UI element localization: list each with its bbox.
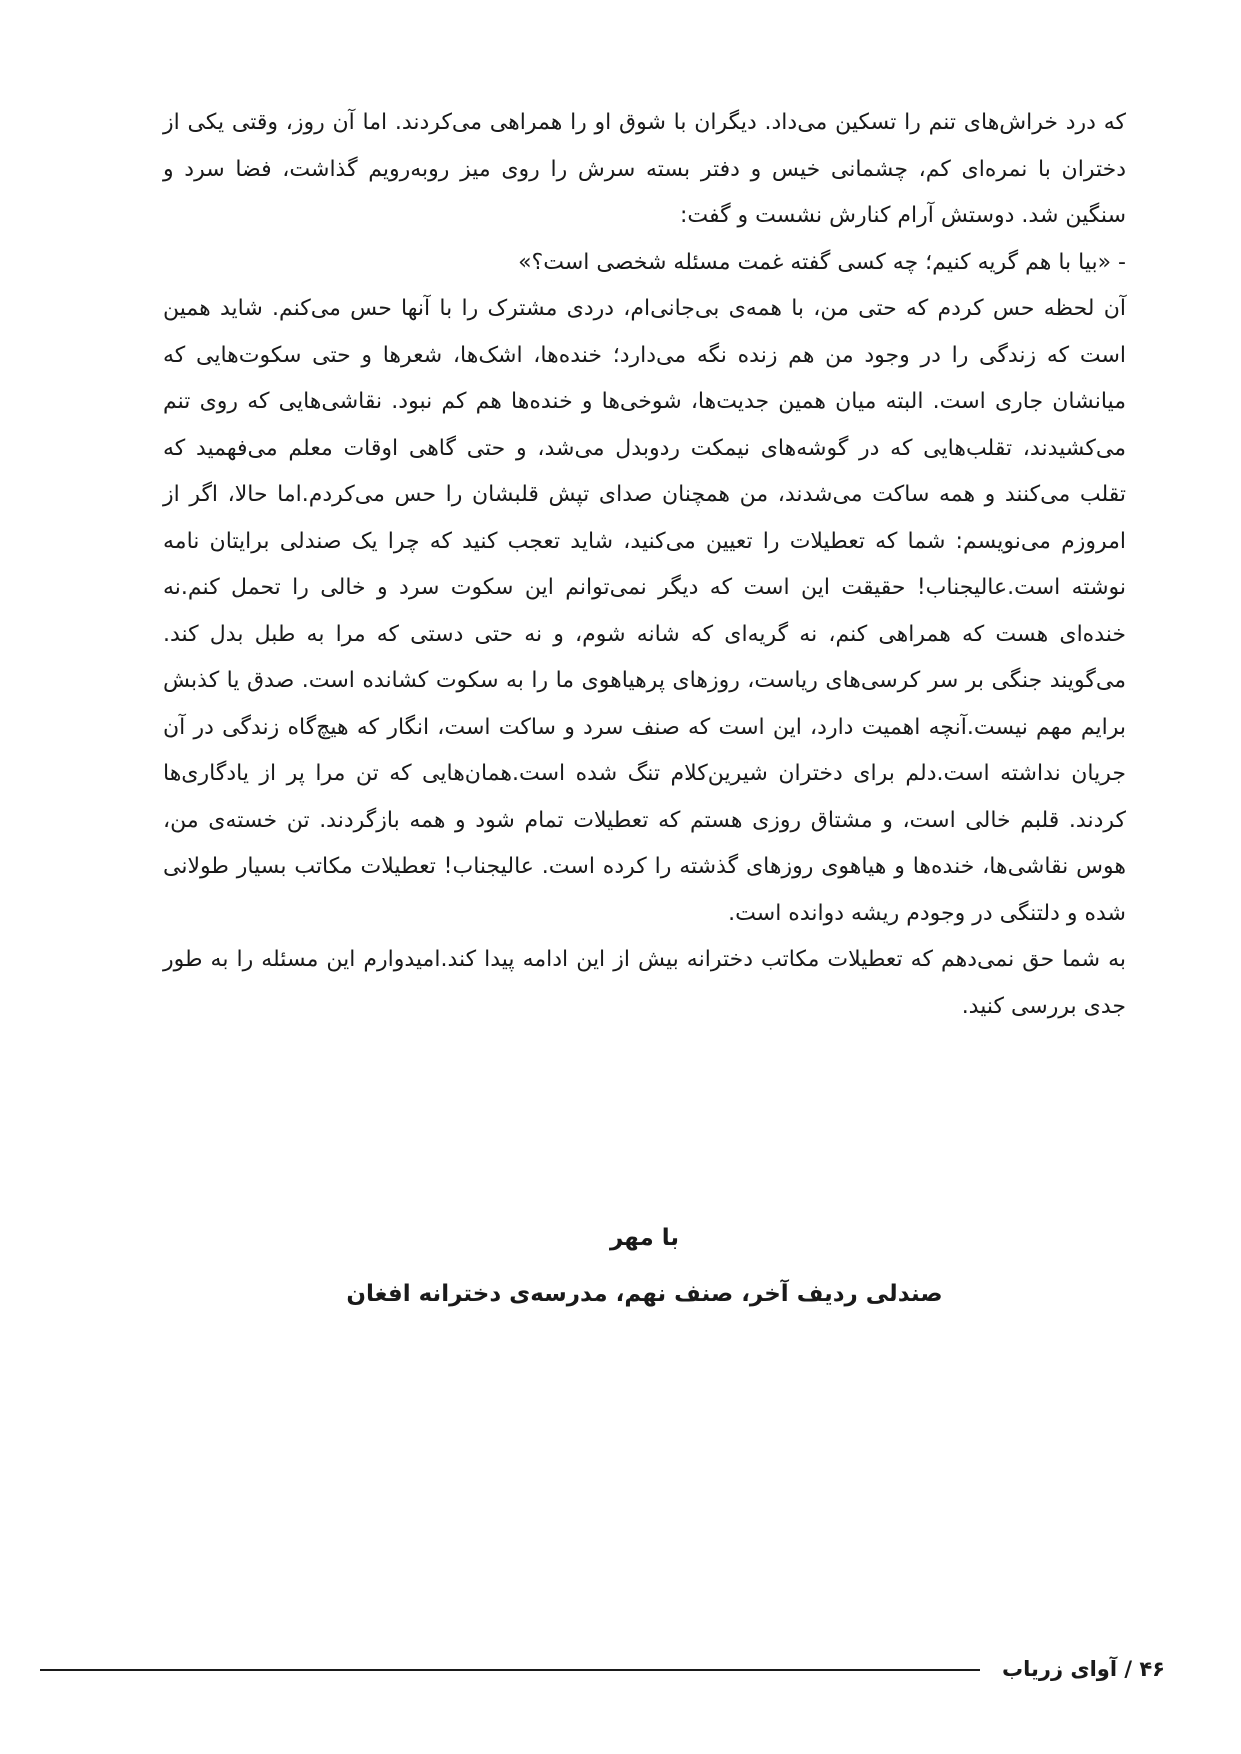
closing-salutation: با مهر: [609, 1225, 679, 1251]
letter-body: [163, 100, 1126, 1030]
footer-divider: [40, 1669, 980, 1671]
signature-line: صندلی ردیف آخر، صنف نهم، مدرسه‌ی دخترانه افغان: [346, 1281, 943, 1307]
paragraph-main: آن لحظه حس کردم که حتی من، با همه‌ی بی‌جانی‌ام، دردی مشترک را با آنها حس می‌کنم. شاید همین است که زندگی را در وجود من هم زنده نگه می‌دارد؛ خنده‌ها، اشک‌ها، شعرها و حتی سکوت‌هایی که میانشان جاری است. البته میان همین جدیت‌ها، شوخی‌ها و خنده‌ها هم کم نبود. نقاشی‌هایی که روی تنم می‌کشیدند، تقلب‌هایی که در گوشه‌های نیمکت ردوبدل می‌شد، و حتی گاهی اوقات معلم می‌فهمید که تقلب می‌کنند و همه ساکت می‌شدند، من همچنان صدای تپش قلبشان را حس می‌کردم.اما حالا، اگر از امروزم می‌نویسم: شما که تعطیلات را تعیین می‌کنید، شاید تعجب کنید که چرا یک صندلی برایتان نامه نوشته است.عالیجناب! حقیقت این است که دیگر نمی‌توانم این سکوت سرد و خالی را تحمل کنم.نه خنده‌ای هست که همراهی کنم، نه گریه‌ای که شانه شوم، و نه حتی دستی که مرا به طبل بدل کند. می‌گویند جنگی بر سر کرسی‌های ریاست، روزهای پرهیاهوی ما را به سکوت کشانده است. صدق یا کذبش برایم مهم نیست.آنچه اهمیت دارد، این است که صنف سرد و ساکت است، انگار که هیچ‌گاه زندگی در آن جریان نداشته است.دلم برای دختران شیرین‌کلام تنگ شده است.همان‌هایی که تن مرا پر از یادگاری‌ها کردند. قلبم خالی است، و مشتاق روزی هستم که تعطیلات تمام شود و همه بازگردند. تن خسته‌ی من، هوس نقاشی‌ها، خنده‌ها و هیاهوی روزهای گذشته را کرده است. عالیجناب! تعطیلات مکاتب بسیار طولانی شده و دلتنگی در وجودم ریشه دوانده است.: [163, 296, 1126, 926]
page-number-label: ۴۶ / آوای زریاب: [1002, 1657, 1165, 1681]
paragraph-opening: که درد خراش‌های تنم را تسکین می‌داد. دیگران با شوق او را همراهی می‌کردند. اما آن روز، وقتی یکی از دختران با نمره‌ای کم، چشمانی خیس و دفتر بسته سرش را روی میز روبه‌رویم گذاشت، فضا سرد و سنگین شد. دوستش آرام کنارش نشست و گفت:: [163, 110, 1126, 228]
signoff-block: [163, 1210, 1126, 1322]
paragraph-closing: به شما حق نمی‌دهم که تعطیلات مکاتب دخترانه بیش از این ادامه پیدا کند.امیدوارم این مسئله را به طور جدی بررسی کنید.: [163, 947, 1126, 1019]
paragraph-quote: - «بیا با هم گریه کنیم؛ چه کسی گفته غمت مسئله شخصی است؟»: [518, 249, 1126, 275]
page-footer: [40, 1653, 1165, 1685]
